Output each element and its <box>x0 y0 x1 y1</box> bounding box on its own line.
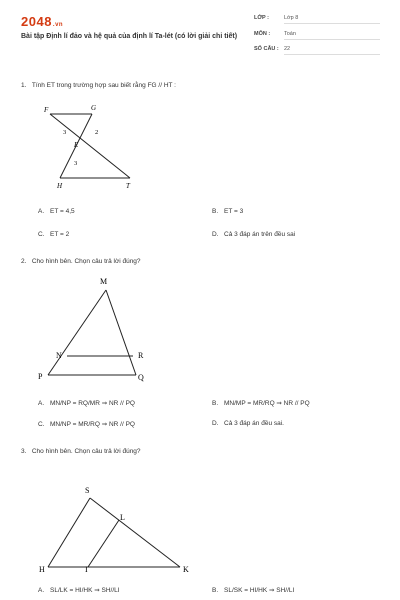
question-number: 1. <box>21 82 27 89</box>
option-text: MN/NP = MR/RQ ⇒ NR // PQ <box>50 421 135 428</box>
meta-value: Lớp 8 <box>284 15 380 24</box>
option-text: SL/LK = HI/HK ⇒ SH//LI <box>50 587 120 594</box>
question-prompt: Tính ET trong trường hợp sau biết rằng FG // HT : <box>31 82 176 89</box>
page-title: Bài tập Định lí đảo và hệ quả của định lí Ta-lét (có lời giải chi tiết) <box>21 33 238 40</box>
label-p: P <box>38 372 43 381</box>
question-number: 2. <box>21 258 27 265</box>
meta-key: MÔN : <box>254 31 271 37</box>
figure-q3 <box>30 478 200 578</box>
option-letter: D. <box>212 231 219 238</box>
option-1b[interactable] <box>212 208 243 215</box>
label-k: K <box>183 565 189 574</box>
label-fe-length: 3 <box>63 129 67 136</box>
label-h: H <box>39 565 45 574</box>
option-1c[interactable] <box>38 231 69 238</box>
option-2b[interactable] <box>212 399 310 407</box>
meta-value: Toán <box>284 31 380 40</box>
option-3b[interactable] <box>212 586 294 594</box>
option-text: Cả 3 đáp án đều sai. <box>224 420 284 427</box>
option-3a[interactable] <box>38 586 120 594</box>
question-2-text <box>21 258 141 265</box>
segment-li <box>88 520 119 567</box>
figure-q2 <box>30 270 160 390</box>
option-text: MN/MP = MR/RQ ⇒ NR // PQ <box>224 400 310 407</box>
option-letter: A. <box>38 587 45 594</box>
meta-value: 22 <box>284 46 380 55</box>
segment-sk <box>90 498 180 567</box>
option-text: ET = 4,5 <box>50 208 75 215</box>
option-text: MN/NP = RQ/MR ⇒ NR // PQ <box>50 400 135 407</box>
option-2d[interactable] <box>212 420 284 427</box>
label-i: I <box>85 565 88 574</box>
label-f: F <box>44 106 49 114</box>
meta-key: LỚP : <box>254 15 269 21</box>
label-m: M <box>100 277 108 286</box>
site-logo[interactable]: 2048.vn <box>21 14 64 29</box>
question-number: 3. <box>21 448 27 455</box>
option-letter: A. <box>38 208 45 215</box>
label-r: R <box>138 351 144 360</box>
label-t: T <box>126 182 130 190</box>
option-text: SL/SK = HI/HK ⇒ SH//LI <box>224 587 295 594</box>
label-n: N <box>56 351 62 360</box>
label-s: S <box>85 486 90 495</box>
question-3-text <box>21 448 141 455</box>
option-text: Cả 3 đáp án trên đều sai <box>224 231 296 238</box>
label-l: L <box>120 513 125 522</box>
question-1-text <box>21 82 176 89</box>
option-letter: B. <box>212 400 219 407</box>
segment-ft <box>50 114 130 178</box>
figure-q1 <box>30 100 150 195</box>
option-1a[interactable] <box>38 208 75 215</box>
question-prompt: Cho hình bên. Chọn câu trả lời đúng? <box>31 448 141 455</box>
label-eg-length: 2 <box>95 129 99 136</box>
meta-key: SỐ CÂU : <box>254 46 279 52</box>
label-g: G <box>91 104 97 112</box>
label-q: Q <box>138 373 144 382</box>
option-2a[interactable] <box>38 399 135 407</box>
question-prompt: Cho hình bên. Chọn câu trả lời đúng? <box>31 258 141 265</box>
label-h: H <box>57 182 63 190</box>
label-eh-length: 3 <box>74 160 78 167</box>
option-2c[interactable] <box>38 420 135 428</box>
segment-mq <box>106 290 136 375</box>
option-letter: D. <box>212 420 219 427</box>
option-text: ET = 3 <box>224 208 244 215</box>
option-letter: B. <box>212 208 219 215</box>
option-1d[interactable] <box>212 231 295 238</box>
label-e: E <box>74 141 79 149</box>
option-letter: C. <box>38 421 45 428</box>
option-letter: B. <box>212 587 219 594</box>
option-letter: C. <box>38 231 45 238</box>
page-header <box>0 0 400 64</box>
option-text: ET = 2 <box>50 231 70 238</box>
option-letter: A. <box>38 400 45 407</box>
segment-sh <box>48 498 90 567</box>
segment-mp <box>48 290 106 375</box>
